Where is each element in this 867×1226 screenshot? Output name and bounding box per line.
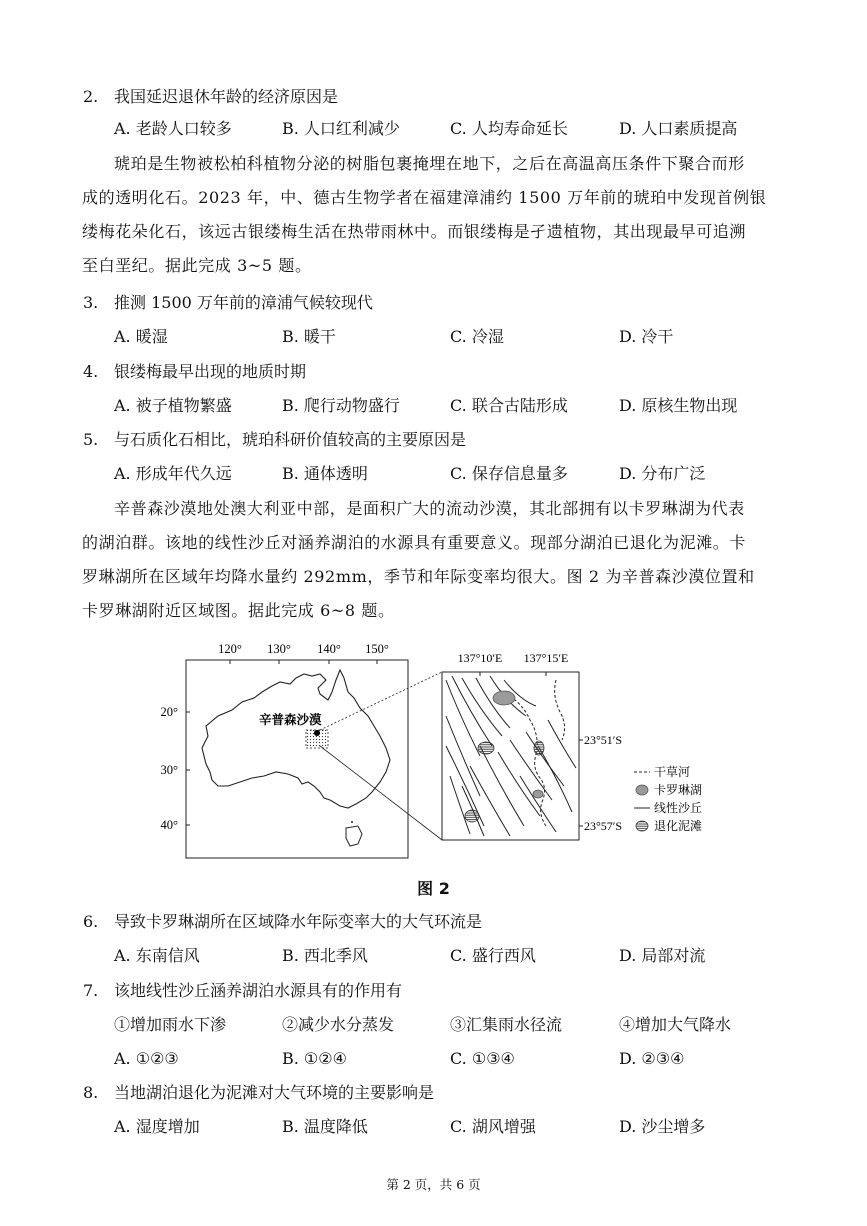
option-d[interactable]: D. 分布广泛 (619, 464, 706, 483)
mudflat-1 (478, 742, 494, 754)
passage-2-line-3: 罗琳湖所在区域年均降水量约 292mm，季节和年际变率均很大。图 2 为辛普森沙漠位置和 (82, 567, 755, 586)
lat-label-30: 30° (160, 763, 178, 777)
figure-2 (160, 636, 720, 862)
option-b[interactable]: B. 人口红利减少 (282, 119, 400, 138)
passage-1-line-2: 成的透明化石。2023 年，中、德古生物学者在福建漳浦约 1500 万年前的琥珀中发现首例银 (82, 188, 767, 207)
question-stem: 与石质化石相比，琥珀科研价值较高的主要原因是 (114, 430, 467, 449)
question-stem: 当地湖泊退化为泥滩对大气环境的主要影响是 (114, 1083, 435, 1102)
passage-1-line-4: 至白垩纪。据此完成 3~5 题。 (82, 256, 312, 275)
question-number: 3. (83, 293, 99, 312)
option-b[interactable]: B. 爬行动物盛行 (282, 396, 400, 415)
lat-label-23-51: 23°51′S (584, 733, 623, 747)
question-stem: 银缕梅最早出现的地质时期 (114, 362, 307, 381)
lat-label-40: 40° (160, 818, 178, 832)
option-b[interactable]: B. 暖干 (282, 327, 336, 346)
passage-2-line-2: 的湖泊群。该地的线性沙丘对涵养湖泊的水源具有重要意义。现部分湖泊已退化为泥滩。卡 (82, 533, 747, 552)
option-a[interactable]: A. 形成年代久远 (114, 464, 232, 483)
question-number: 8. (83, 1083, 99, 1102)
figure-caption: 图 2 (417, 879, 450, 898)
lon-label-150: 150° (365, 642, 389, 656)
option-b[interactable]: B. 西北季风 (282, 946, 368, 965)
mudflat-3 (465, 810, 479, 822)
option-c[interactable]: C. 盛行西风 (450, 946, 536, 965)
option-a[interactable]: A. 湿度增加 (114, 1117, 200, 1136)
desert-point (314, 730, 320, 736)
hatched-oval-icon (636, 821, 648, 831)
page-footer: 第 2 页，共 6 页 (386, 1177, 481, 1192)
lon-label-140: 140° (317, 642, 341, 656)
option-a[interactable]: A. 东南信风 (114, 946, 200, 965)
island-dot (351, 821, 353, 823)
passage-2-line-1: 辛普森沙漠地处澳大利亚中部，是面积广大的流动沙漠，其北部拥有以卡罗琳湖为代表 (114, 499, 745, 518)
lon-label-120: 120° (218, 642, 242, 656)
legend-label-lake: 卡罗琳湖 (654, 783, 703, 797)
question-number: 6. (83, 912, 99, 931)
option-b[interactable]: B. 通体透明 (282, 464, 368, 483)
legend-label-dune: 线性沙丘 (654, 801, 703, 815)
lon-label-137-10: 137°10′E (457, 651, 503, 665)
lat-label-20: 20° (160, 705, 178, 719)
passage-1-line-1: 琥珀是生物被松柏科植物分泌的树脂包裹掩埋在地下，之后在高温高压条件下聚合而形 (114, 154, 745, 173)
option-d[interactable]: D. 沙尘增多 (619, 1117, 706, 1136)
lake-carolyn (493, 691, 515, 705)
lake-gray-icon (636, 785, 648, 795)
option-d[interactable]: D. 冷干 (619, 327, 674, 346)
passage-1-line-3: 缕梅花朵化石，该远古银缕梅生活在热带雨林中。而银缕梅是孑遗植物，其出现最早可追溯 (82, 222, 747, 241)
option-c[interactable]: C. ①③④ (450, 1049, 515, 1068)
option-c[interactable]: C. 保存信息量多 (450, 464, 568, 483)
question-number: 4. (83, 362, 99, 381)
option-c[interactable]: C. 湖风增强 (450, 1117, 536, 1136)
passage-2-line-4: 卡罗琳湖附近区域图。据此完成 6~8 题。 (82, 601, 395, 620)
question-stem: 我国延迟退休年龄的经济原因是 (114, 87, 339, 106)
option-b[interactable]: B. ①②④ (282, 1049, 347, 1068)
option-b[interactable]: B. 温度降低 (282, 1117, 368, 1136)
statement-4: ④增加大气降水 (619, 1015, 732, 1034)
statement-1: ①增加雨水下渗 (114, 1015, 227, 1034)
legend (634, 764, 702, 833)
option-d[interactable]: D. 人口素质提高 (619, 119, 738, 138)
lake-small (533, 790, 543, 798)
statement-3: ③汇集雨水径流 (450, 1015, 563, 1034)
lon-label-130: 130° (267, 642, 291, 656)
option-a[interactable]: A. ①②③ (114, 1049, 179, 1068)
question-stem: 推测 1500 万年前的漳浦气候较现代 (114, 293, 373, 312)
question-stem: 导致卡罗琳湖所在区域降水年际变率大的大气环流是 (114, 912, 483, 931)
statement-2: ②减少水分蒸发 (282, 1015, 395, 1034)
question-number: 7. (83, 981, 99, 1000)
option-d[interactable]: D. 局部对流 (619, 946, 706, 965)
lon-label-137-15: 137°15′E (523, 651, 569, 665)
option-c[interactable]: C. 冷湿 (450, 327, 504, 346)
option-d[interactable]: D. 原核生物出现 (619, 396, 738, 415)
question-number: 2. (83, 87, 99, 106)
legend-label-mudflat: 退化泥滩 (654, 819, 703, 833)
option-a[interactable]: A. 被子植物繁盛 (114, 396, 232, 415)
question-stem: 该地线性沙丘涵养湖泊水源具有的作用有 (114, 981, 403, 1000)
legend-label-river: 干草河 (654, 765, 691, 779)
mudflat-2 (534, 741, 544, 755)
option-c[interactable]: C. 联合古陆形成 (450, 396, 568, 415)
desert-label: 辛普森沙漠 (259, 713, 322, 727)
option-a[interactable]: A. 暖湿 (114, 327, 168, 346)
lat-label-23-57: 23°57′S (584, 819, 623, 833)
option-d[interactable]: D. ②③④ (619, 1049, 685, 1068)
question-number: 5. (83, 430, 99, 449)
option-a[interactable]: A. 老龄人口较多 (114, 119, 232, 138)
option-c[interactable]: C. 人均寿命延长 (450, 119, 568, 138)
